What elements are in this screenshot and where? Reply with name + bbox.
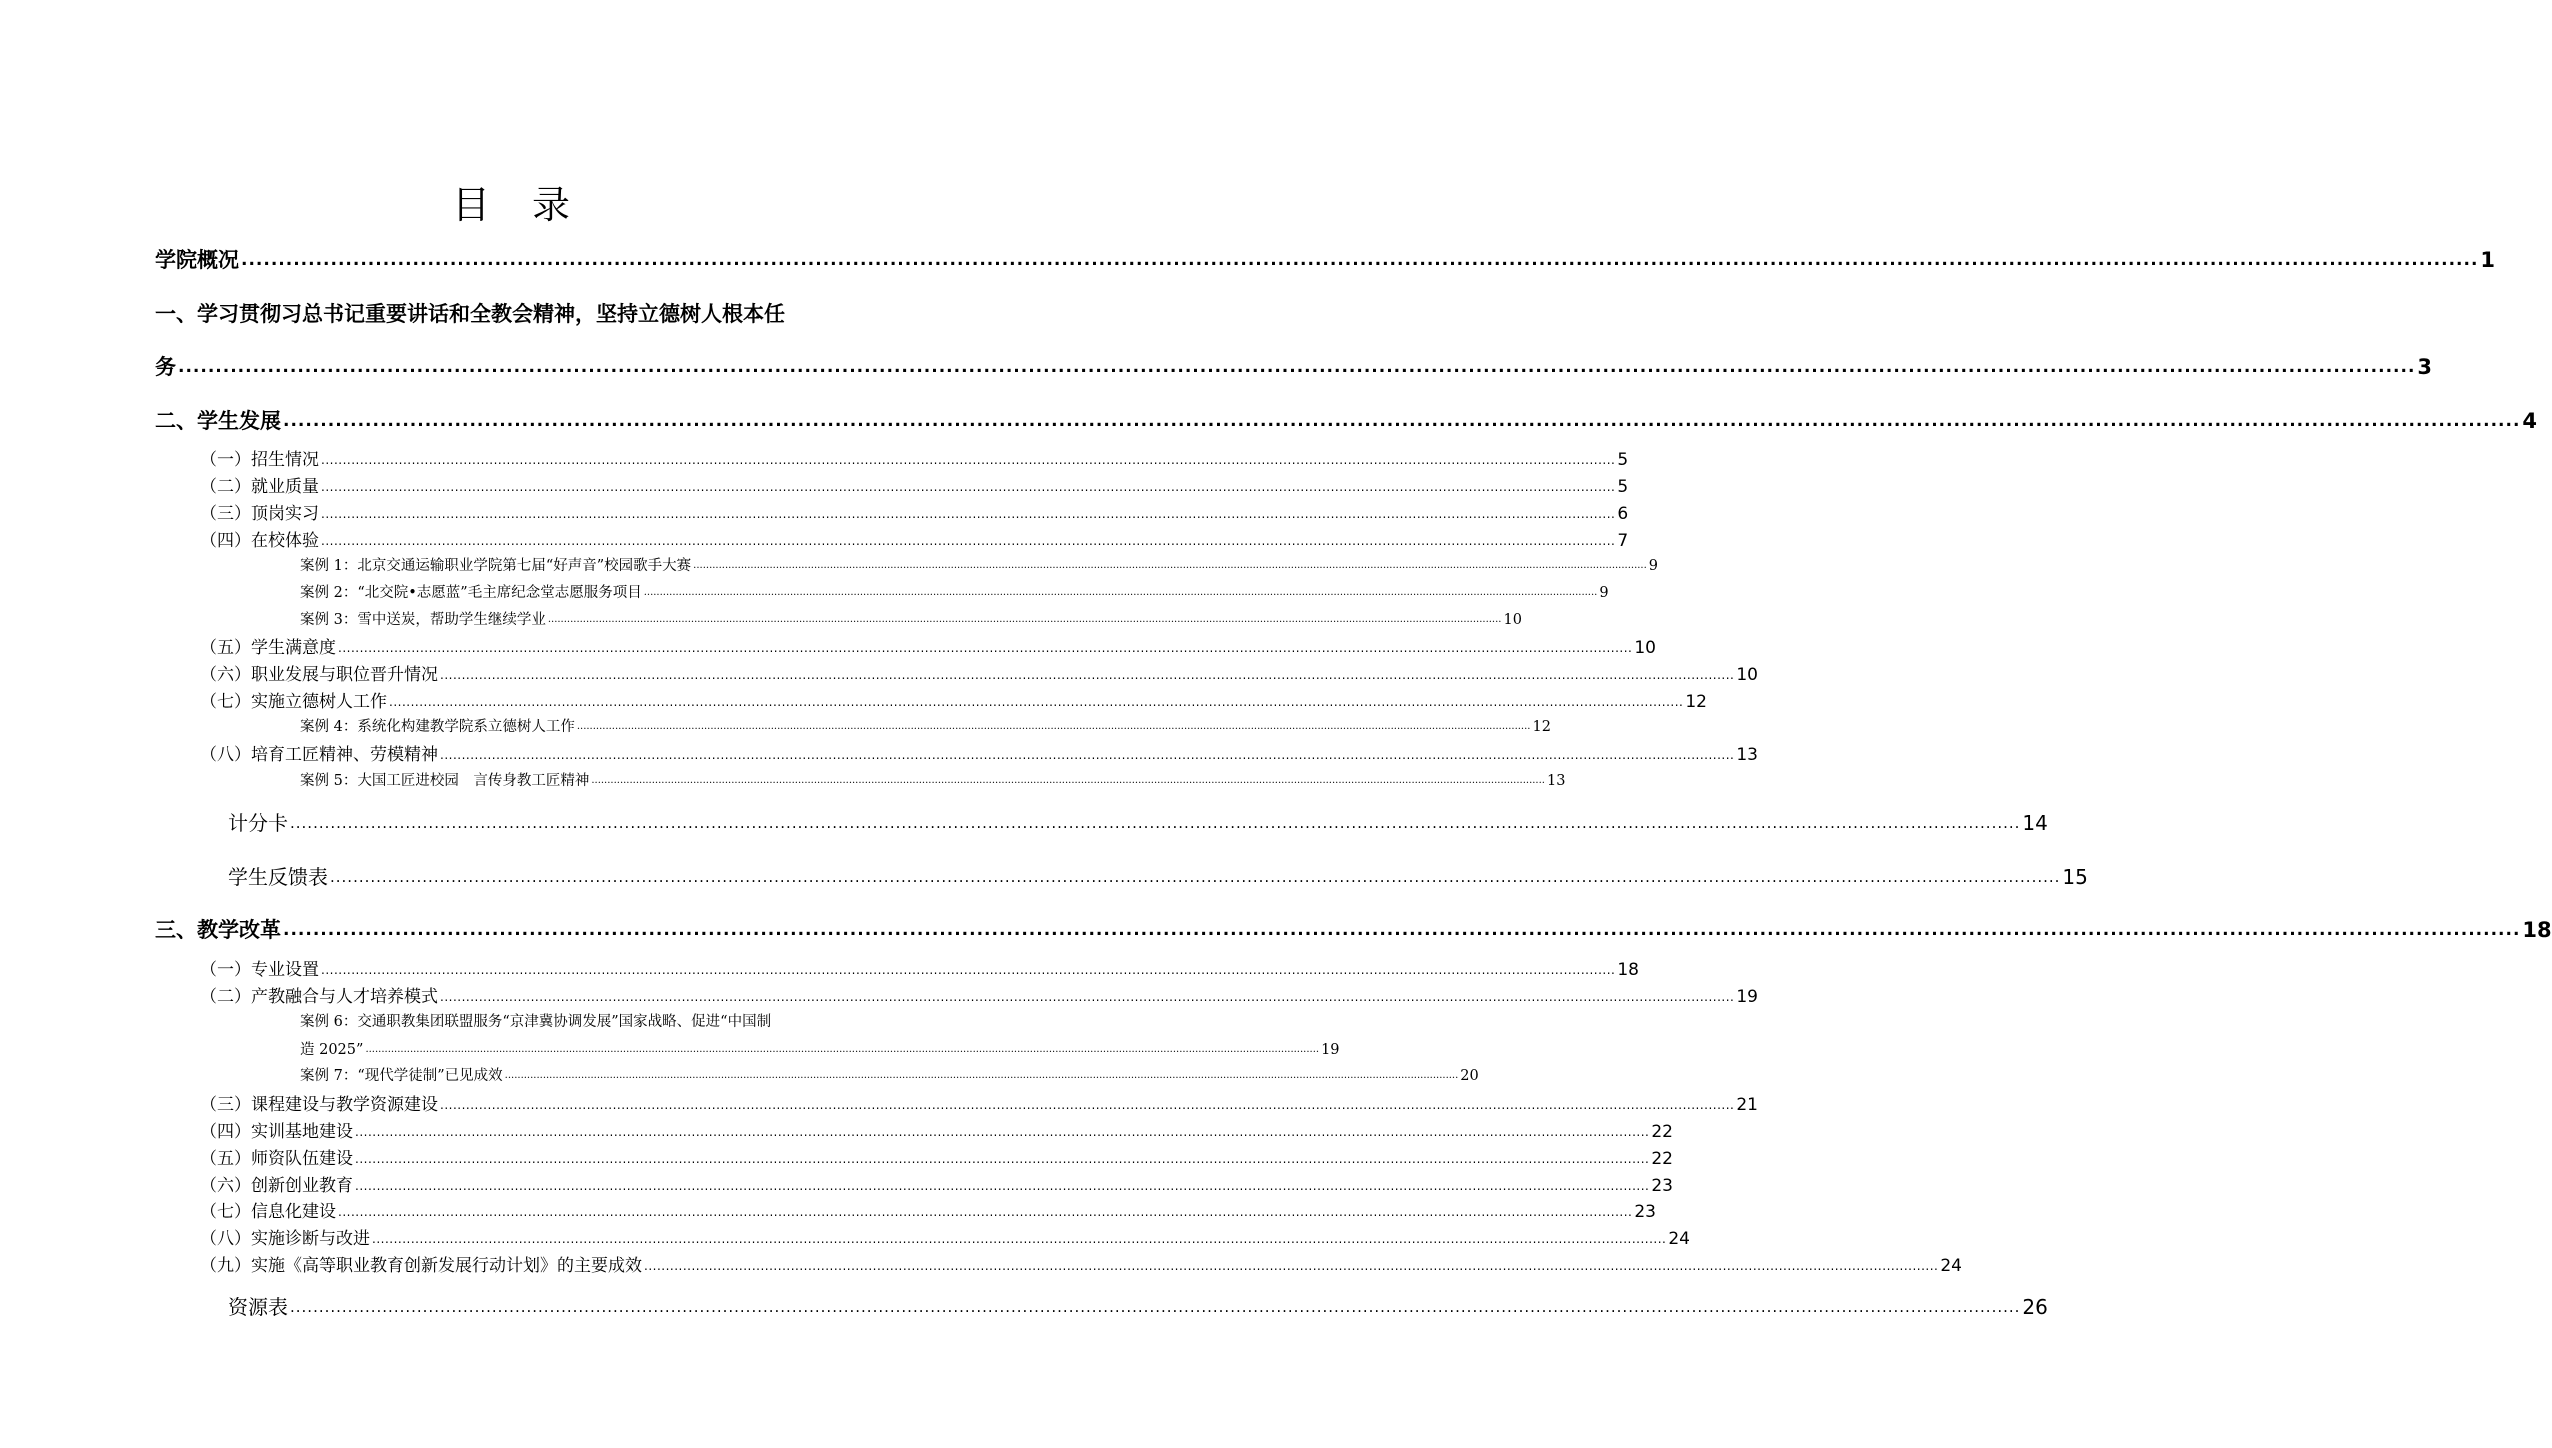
toc-entry[interactable] bbox=[200, 1093, 1758, 1117]
toc-page-number: 26 bbox=[2022, 1295, 2048, 1319]
toc-label: 案例 7：“现代学徒制”已见成效 bbox=[300, 1068, 503, 1084]
toc-page-number: 5 bbox=[1617, 450, 1629, 470]
toc-label: （七）实施立德树人工作 bbox=[200, 692, 387, 712]
toc-entry[interactable] bbox=[200, 1120, 1673, 1144]
leader-dots: ............................................................................................................................................................................................................................................................................................................ bbox=[576, 721, 1531, 732]
toc-page-number: 19 bbox=[1321, 1042, 1340, 1058]
toc-page-number: 10 bbox=[1634, 638, 1656, 658]
toc-entry[interactable] bbox=[300, 582, 1609, 604]
toc-entry[interactable] bbox=[228, 1292, 2048, 1322]
leader-dots: ............................................................................................................................................................................................................................................................................................................ bbox=[440, 748, 1735, 762]
toc-page-number: 10 bbox=[1736, 665, 1758, 685]
toc-label: 案例 4：系统化构建教学院系立德树人工作 bbox=[300, 719, 575, 735]
leader-dots: ............................................................................................................................................................................................................................................................................................................ bbox=[643, 587, 1598, 598]
toc-entry[interactable] bbox=[200, 1174, 1673, 1198]
toc-page-number: 21 bbox=[1736, 1095, 1758, 1115]
toc-page-number: 14 bbox=[2022, 811, 2048, 835]
leader-dots: ............................................................................................................................................................................................................................................................................................................ bbox=[338, 1205, 1633, 1219]
toc-label: 案例 2：“北交院•志愿蓝”毛主席纪念堂志愿服务项目 bbox=[300, 585, 642, 601]
toc-label: 一、学习贯彻习总书记重要讲话和全教会精神，坚持立德树人根本任 bbox=[155, 302, 785, 326]
toc-entry[interactable] bbox=[300, 555, 1659, 577]
toc-entry[interactable] bbox=[200, 502, 1629, 526]
toc-page-number: 20 bbox=[1460, 1068, 1479, 1084]
leader-dots: ............................................................................................................................................................................................................................................................................................................ bbox=[355, 1179, 1650, 1193]
toc-label: （八）培育工匠精神、劳模精神 bbox=[200, 745, 438, 765]
toc-label: 造 2025” bbox=[300, 1042, 364, 1058]
toc-entry[interactable] bbox=[200, 663, 1758, 687]
leader-dots: ............................................................................................................................................................................................................................................................................................................ bbox=[365, 1044, 1320, 1055]
toc-entry[interactable] bbox=[200, 1254, 1962, 1278]
toc-entry[interactable] bbox=[300, 609, 1522, 631]
toc-entry[interactable] bbox=[200, 636, 1656, 660]
toc-entry[interactable] bbox=[300, 1065, 1479, 1087]
toc-label: 二、学生发展 bbox=[155, 409, 281, 433]
toc-entry[interactable] bbox=[155, 406, 2538, 436]
toc-label: （五）学生满意度 bbox=[200, 638, 336, 658]
leader-dots: ............................................................................................................................................................................................................................................................................................................ bbox=[504, 1070, 1459, 1081]
toc-page-number: 1 bbox=[2480, 248, 2496, 272]
toc-entry[interactable] bbox=[228, 862, 2088, 892]
toc-label[interactable]: 案例 6：交通职教集团联盟服务“京津冀协调发展”国家战略、促进“中国制 bbox=[300, 1014, 772, 1030]
leader-dots: ............................................................................................................................................................................................................................................................................................................ bbox=[355, 1152, 1650, 1166]
toc-entry[interactable] bbox=[200, 958, 1639, 982]
toc-entry[interactable] bbox=[155, 915, 2552, 945]
toc-page-number: 24 bbox=[1940, 1256, 1962, 1276]
toc-page-number: 9 bbox=[1599, 585, 1609, 601]
toc-page-number: 13 bbox=[1736, 745, 1758, 765]
leader-dots: ............................................................................................................................................................................................................................................................................................................ bbox=[338, 641, 1633, 655]
leader-dots: ............................................................................................................................................................................................................................................................................................................ bbox=[355, 1125, 1650, 1139]
toc-entry[interactable] bbox=[200, 1227, 1690, 1251]
leader-dots: ............................................................................................................................................................................................................................................................................................................ bbox=[389, 695, 1684, 709]
leader-dots: ............................................................................................................................................................................................................................................................................................................ bbox=[693, 560, 1647, 571]
leader-dots: ............................................................................................................................................................................................................................................................................................................ bbox=[591, 775, 1545, 786]
toc-label: 案例 3：雪中送炭，帮助学生继续学业 bbox=[300, 612, 546, 628]
toc-label: 务 bbox=[155, 355, 176, 379]
toc-label: 计分卡 bbox=[228, 811, 288, 835]
toc-label: （三）顶岗实习 bbox=[200, 504, 319, 524]
toc-label: （四）在校体验 bbox=[200, 531, 319, 551]
toc-entry[interactable] bbox=[200, 448, 1629, 472]
toc-page-number: 24 bbox=[1668, 1229, 1690, 1249]
toc-page-number: 12 bbox=[1685, 692, 1707, 712]
toc-page-number: 13 bbox=[1546, 773, 1566, 789]
toc-entry[interactable] bbox=[155, 245, 2496, 275]
leader-dots: ............................................................................................................................................................................................................................................................................................................ bbox=[290, 814, 2021, 832]
toc-label: （三）课程建设与教学资源建设 bbox=[200, 1095, 438, 1115]
leader-dots: ............................................................................................................................................................................................................................................................................................................ bbox=[440, 1098, 1735, 1112]
leader-dots: ............................................................................................................................................................................................................................................................................................................ bbox=[290, 1298, 2021, 1316]
toc-label: （六）职业发展与职位晋升情况 bbox=[200, 665, 438, 685]
leader-dots: ............................................................................................................................................................................................................................................................................................................ bbox=[547, 614, 1502, 625]
toc-page-number: 9 bbox=[1648, 558, 1659, 574]
toc-label: （四）实训基地建设 bbox=[200, 1122, 353, 1142]
leader-dots: ............................................................................................................................................................................................................................................................................................................ bbox=[283, 920, 2521, 940]
leader-dots: ............................................................................................................................................................................................................................................................................................................ bbox=[440, 668, 1735, 682]
leader-dots: ............................................................................................................................................................................................................................................................................................................ bbox=[321, 480, 1616, 494]
toc-page-number: 3 bbox=[2417, 355, 2433, 379]
toc-page-number: 23 bbox=[1651, 1176, 1673, 1196]
toc-entry[interactable] bbox=[200, 690, 1707, 714]
toc-page-number: 7 bbox=[1617, 531, 1629, 551]
toc-label: （一）专业设置 bbox=[200, 960, 319, 980]
toc-entry[interactable] bbox=[300, 1039, 1340, 1061]
toc-label: 案例 5：大国工匠进校园 言传身教工匠精神 bbox=[300, 773, 590, 789]
leader-dots: ............................................................................................................................................................................................................................................................................................................ bbox=[372, 1232, 1667, 1246]
toc-page-number: 12 bbox=[1532, 719, 1551, 735]
toc-page-number: 15 bbox=[2062, 865, 2088, 889]
toc-label: （六）创新创业教育 bbox=[200, 1176, 353, 1196]
toc-entry[interactable] bbox=[200, 475, 1629, 499]
leader-dots: ............................................................................................................................................................................................................................................................................................................ bbox=[321, 534, 1616, 548]
toc-label: （九）实施《高等职业教育创新发展行动计划》的主要成效 bbox=[200, 1256, 642, 1276]
toc-entry[interactable] bbox=[200, 1147, 1673, 1171]
toc-entry[interactable] bbox=[200, 1200, 1656, 1224]
leader-dots: ............................................................................................................................................................................................................................................................................................................ bbox=[321, 453, 1616, 467]
toc-label: 学院概况 bbox=[155, 248, 239, 272]
toc-page-number: 5 bbox=[1617, 477, 1629, 497]
toc-page-number: 10 bbox=[1503, 612, 1522, 628]
leader-dots: ............................................................................................................................................................................................................................................................................................................ bbox=[644, 1259, 1939, 1273]
toc-entry[interactable] bbox=[200, 985, 1758, 1009]
toc-page-number: 22 bbox=[1651, 1149, 1673, 1169]
toc-label: 案例 1：北京交通运输职业学院第七届“好声音”校园歌手大赛 bbox=[300, 558, 692, 574]
toc-entry[interactable] bbox=[300, 770, 1566, 792]
leader-dots: ............................................................................................................................................................................................................................................................................................................ bbox=[330, 868, 2061, 886]
toc-page-number: 4 bbox=[2522, 409, 2538, 433]
leader-dots: ............................................................................................................................................................................................................................................................................................................ bbox=[440, 990, 1735, 1004]
toc-page-number: 19 bbox=[1736, 987, 1758, 1007]
toc-page-number: 18 bbox=[2522, 918, 2552, 942]
toc-page-number: 22 bbox=[1651, 1122, 1673, 1142]
toc-label: （二）产教融合与人才培养模式 bbox=[200, 987, 438, 1007]
toc-label: （八）实施诊断与改进 bbox=[200, 1229, 370, 1249]
toc-entry[interactable] bbox=[200, 529, 1629, 553]
leader-dots: ............................................................................................................................................................................................................................................................................................................ bbox=[178, 357, 2416, 377]
toc-label: （一）招生情况 bbox=[200, 450, 319, 470]
leader-dots: ............................................................................................................................................................................................................................................................................................................ bbox=[321, 507, 1616, 521]
toc-label: 三、教学改革 bbox=[155, 918, 281, 942]
toc-label: 学生反馈表 bbox=[228, 865, 328, 889]
toc-entry[interactable] bbox=[155, 352, 2433, 382]
toc-entry[interactable] bbox=[155, 299, 868, 329]
toc-label: 资源表 bbox=[228, 1295, 288, 1319]
leader-dots: ............................................................................................................................................................................................................................................................................................................ bbox=[283, 411, 2521, 431]
toc-entry[interactable] bbox=[300, 716, 1551, 738]
toc-page-number: 18 bbox=[1617, 960, 1639, 980]
leader-dots: ............................................................................................................................................................................................................................................................................................................ bbox=[241, 250, 2479, 270]
toc-label: （五）师资队伍建设 bbox=[200, 1149, 353, 1169]
toc-page-number: 23 bbox=[1634, 1202, 1656, 1222]
page-title: 目 录 bbox=[451, 183, 572, 227]
toc-page-number: 6 bbox=[1617, 504, 1629, 524]
toc-label: （二）就业质量 bbox=[200, 477, 319, 497]
leader-dots: ............................................................................................................................................................................................................................................................................................................ bbox=[321, 963, 1616, 977]
toc-entry[interactable] bbox=[200, 743, 1758, 767]
toc-entry[interactable] bbox=[228, 808, 2048, 838]
toc-label: （七）信息化建设 bbox=[200, 1202, 336, 1222]
